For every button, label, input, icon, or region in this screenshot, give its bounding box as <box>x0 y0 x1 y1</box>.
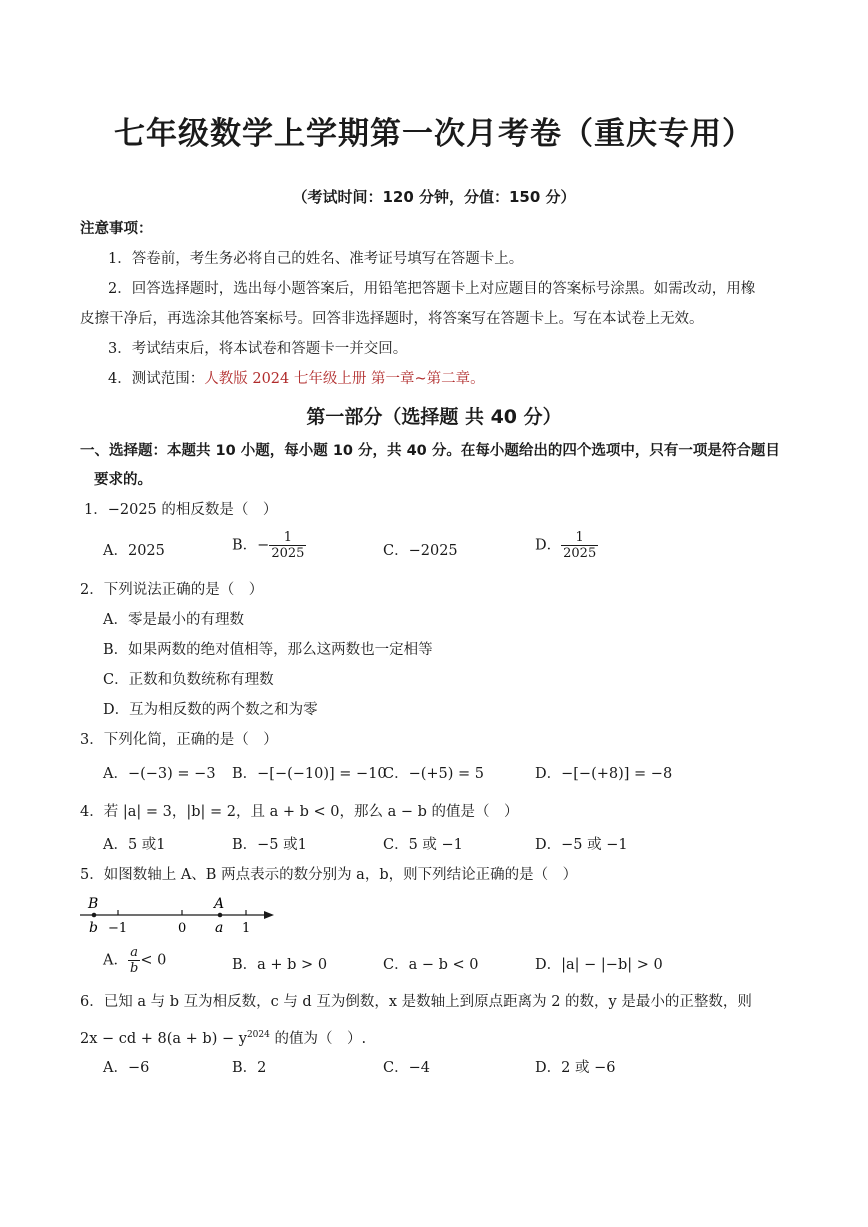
q1-option-d <box>535 530 598 561</box>
q5-option-b: B．a + b > 0 <box>232 957 328 973</box>
q4-option-a: A．5 或1 <box>103 837 166 853</box>
fraction-denominator: 2025 <box>271 546 305 561</box>
fraction-numerator: a <box>130 945 139 960</box>
point-a-dot <box>218 913 223 918</box>
exam-subtitle: （考试时间：120 分钟，分值：150 分） <box>292 188 576 206</box>
q4-option-c: C．5 或 −1 <box>383 837 463 853</box>
section-title: 第一部分（选择题 共 40 分） <box>306 406 562 428</box>
fraction-numerator: 1 <box>575 530 584 545</box>
note-2-line-2: 皮擦干净后，再选涂其他答案标号。回答非选择题时，将答案写在答题卡上。写在本试卷上无效。 <box>80 311 704 327</box>
q6-stem-line-2 <box>80 1025 366 1049</box>
number-line-arrow <box>264 911 274 919</box>
note-3: 3．考试结束后，将本试卷和答题卡一并交回。 <box>108 341 408 357</box>
instructions-line-2: 要求的。 <box>94 472 152 488</box>
q6-option-b: B．2 <box>232 1060 267 1076</box>
q6-expression: 2x − cd + 8(a + b) − y <box>80 1030 247 1047</box>
number-line-figure <box>78 892 278 936</box>
q5-option-a <box>103 945 166 976</box>
label-a: a <box>215 920 224 936</box>
note-1: 1．答卷前，考生务必将自己的姓名、准考证号填写在答题卡上。 <box>108 251 524 267</box>
q3-option-b: B．−[−(−10)] = −10 <box>232 766 387 782</box>
q5-stem: 5．如图数轴上 A、B 两点表示的数分别为 a，b，则下列结论正确的是（ ） <box>80 867 578 883</box>
note-4 <box>108 369 485 389</box>
q4-option-b: B．−5 或1 <box>232 837 307 853</box>
label-B: B <box>88 896 99 912</box>
label-A: A <box>214 896 225 912</box>
q6-exponent: 2024 <box>246 1030 270 1040</box>
q1-option-d-prefix: D． <box>535 537 562 554</box>
q3-option-a: A．−(−3) = −3 <box>103 766 216 782</box>
label-b: b <box>89 920 98 936</box>
label-minus-1: −1 <box>108 921 128 936</box>
q6-option-d: D．2 或 −6 <box>535 1060 616 1076</box>
notes-heading: 注意事项： <box>80 221 153 237</box>
note-4-range: 人教版 2024 七年级上册 第一章~第二章。 <box>204 371 485 387</box>
q2-option-d: D．互为相反数的两个数之和为零 <box>103 702 318 718</box>
q1-stem: 1．−2025 的相反数是（ ） <box>84 502 278 518</box>
q5-option-c: C．a − b < 0 <box>383 957 479 973</box>
fraction-numerator: 1 <box>283 530 292 545</box>
q6-option-a: A．−6 <box>103 1060 150 1076</box>
note-4-prefix: 4．测试范围： <box>108 371 205 387</box>
q3-option-d: D．−[−(+8)] = −8 <box>535 766 673 782</box>
label-1: 1 <box>242 921 251 936</box>
fraction-denominator: b <box>129 961 139 976</box>
fraction-denominator: 2025 <box>563 546 597 561</box>
q2-option-b: B．如果两数的绝对值相等，那么这两数也一定相等 <box>103 642 433 658</box>
q3-stem: 3．下列化简，正确的是（ ） <box>80 732 278 748</box>
q1-option-c: C．−2025 <box>383 543 458 559</box>
q1-option-b-fraction <box>269 530 306 561</box>
q5-option-a-fraction <box>128 945 140 976</box>
q1-option-a: A．2025 <box>103 543 165 559</box>
q5-option-a-suffix: < 0 <box>140 952 167 969</box>
q6-stem-suffix: 的值为（ ）. <box>269 1030 367 1047</box>
q2-option-a: A．零是最小的有理数 <box>103 612 244 628</box>
point-b-dot <box>92 913 97 918</box>
q6-option-c: C．−4 <box>383 1060 430 1076</box>
q6-stem-line-1: 6．已知 a 与 b 互为相反数，c 与 d 互为倒数，x 是数轴上到原点距离为 2 的数，y 是最小的正整数，则 <box>80 994 752 1010</box>
q4-stem: 4．若 |a| = 3，|b| = 2，且 a + b < 0，那么 a − b 的值是（ ） <box>80 804 519 820</box>
q2-option-c: C．正数和负数统称有理数 <box>103 672 274 688</box>
q5-option-d: D．|a| − |−b| > 0 <box>535 957 663 973</box>
instructions-line-1: 一、选择题：本题共 10 小题，每小题 10 分，共 40 分。在每小题给出的四个选项中，只有一项是符合题目 <box>80 443 780 459</box>
q5-option-a-prefix: A． <box>103 952 128 969</box>
q1-option-b-prefix: B．− <box>232 537 270 554</box>
note-2-line-1: 2．回答选择题时，选出每小题答案后，用铅笔把答题卡上对应题目的答案标号涂黑。如需改动，用橡 <box>108 281 756 297</box>
exam-title: 七年级数学上学期第一次月考卷（重庆专用） <box>114 116 754 152</box>
q4-option-d: D．−5 或 −1 <box>535 837 628 853</box>
q2-stem: 2．下列说法正确的是（ ） <box>80 582 264 598</box>
q1-option-d-fraction <box>561 530 598 561</box>
q1-option-b <box>232 530 306 561</box>
label-0: 0 <box>178 921 187 936</box>
q3-option-c: C．−(+5) = 5 <box>383 766 485 782</box>
